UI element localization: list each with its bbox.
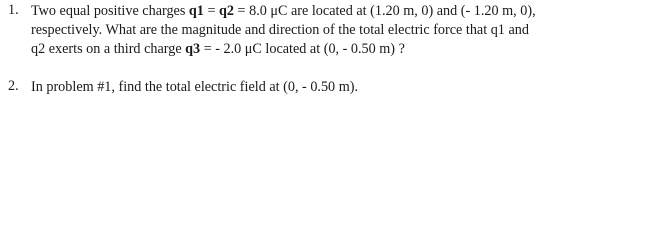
variable-q2: q2	[219, 3, 234, 19]
variable-q1: q1	[188, 3, 204, 19]
text-line	[31, 2, 650, 21]
text-line	[31, 21, 650, 40]
text-run: In problem #1, find the total electric field at (0, - 0.50 m).	[31, 79, 358, 95]
text-run: = 8.0 μC are located at (1.20 m, 0) and (- 1.20 m, 0),	[234, 3, 536, 19]
variable-q3: q3	[185, 41, 201, 57]
text-run: = - 2.0 μC located at (0, - 0.50 m) ?	[200, 41, 405, 57]
problem-1	[8, 2, 650, 59]
text-run: =	[203, 3, 220, 19]
document-page	[0, 0, 656, 105]
text-run: q2 exerts on a third charge	[31, 41, 186, 57]
problem-number: 1.	[8, 2, 19, 18]
text-run: respectively. What are the magnitude and direction of the total electric force that q1 and	[31, 22, 529, 38]
problem-2	[8, 78, 650, 97]
problem-number: 2.	[8, 78, 19, 94]
text-line	[31, 78, 650, 97]
problem-text	[31, 78, 650, 97]
text-line	[31, 40, 650, 59]
problem-text	[31, 2, 650, 59]
text-run: Two equal positive charges	[31, 3, 189, 19]
